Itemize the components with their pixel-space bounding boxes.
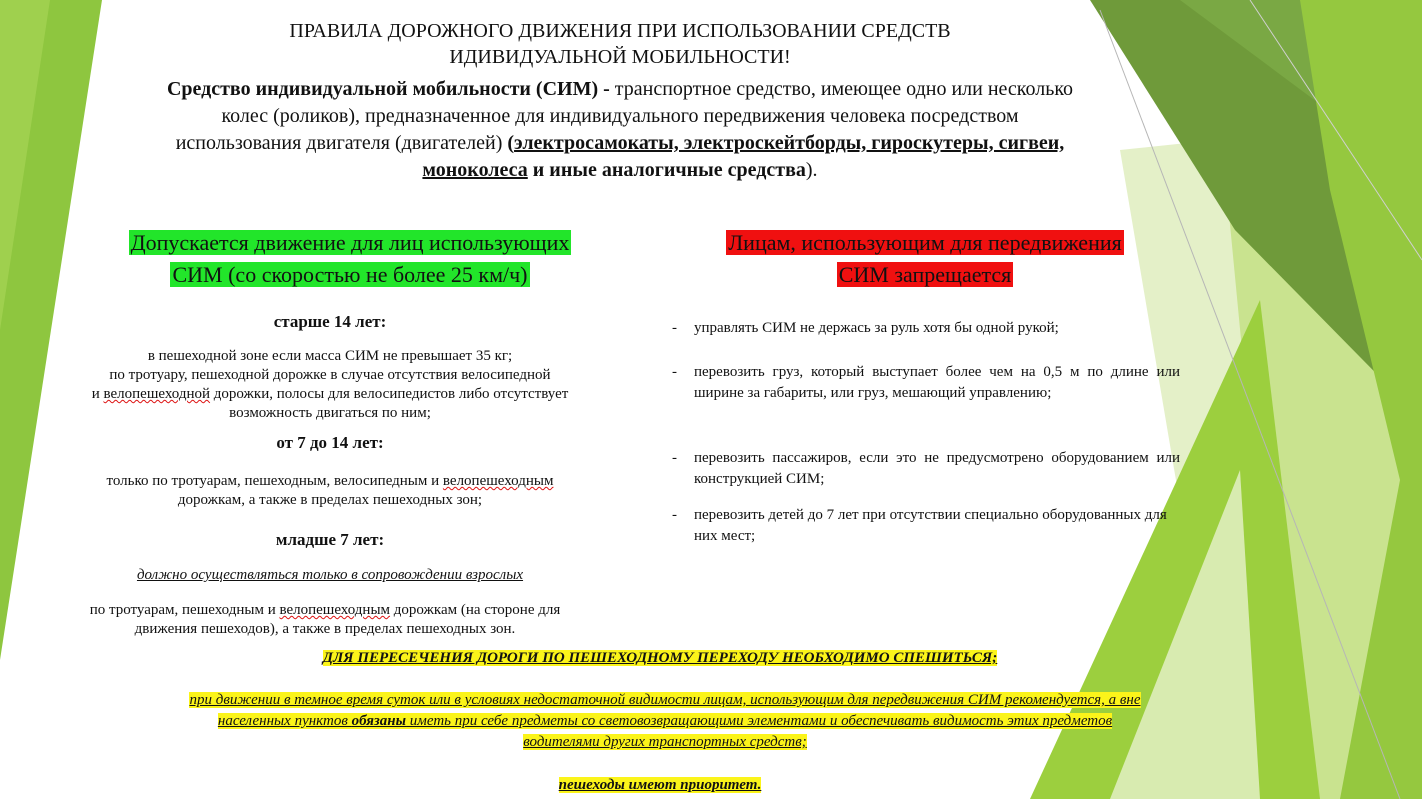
examples-tail: и иные аналогичные средства xyxy=(527,159,806,181)
crossing-notice xyxy=(160,648,1160,669)
rule-under-7 xyxy=(30,601,620,639)
banned-item xyxy=(672,362,1180,404)
visibility-line-3: водителями других транспортных средств; xyxy=(523,734,807,750)
rule-over-14-line-3: и велопешеходной дорожки, полосы для велосипедистов либо отсутствует xyxy=(91,386,569,402)
rule-under-7-line-2: движения пешеходов), а также в пределах пешеходных зон. xyxy=(134,621,516,637)
definition-text: транспортное средство, имеющее одно или несколько колес (роликов), предназначенное для индивидуального передвижения человека посредством использования двигателя (двигателей) xyxy=(175,78,1074,154)
banned-item-dash: - xyxy=(672,507,677,523)
banned-item-text: перевозить пассажиров, если это не предусмотрено оборудованием или конструкцией СИМ; xyxy=(694,450,1180,487)
visibility-notice xyxy=(80,690,1250,753)
visibility-line-2: населенных пунктов обязаны иметь при себе предметы со световозвращающими элементами и обеспечивать видимость этих предметов xyxy=(217,713,1113,729)
age-heading-over-14: старше 14 лет: xyxy=(273,312,387,331)
rule-7-to-14-line-2: дорожкам, а также в пределах пешеходных зон; xyxy=(177,492,483,508)
definition-paragraph xyxy=(160,76,1080,184)
spellcheck-word: велопешеходным xyxy=(279,602,391,618)
banned-item-text: перевозить детей до 7 лет при отсутствии специально оборудованных для них мест; xyxy=(694,507,1167,544)
definition-examples: электросамокаты, электроскейтборды, гироскутеры, сигвеи, моноколеса xyxy=(422,132,1065,181)
priority-notice-text: пешеходы имеют приоритет. xyxy=(558,777,762,793)
allowed-heading-line-1: Допускается движение для лиц использующих xyxy=(130,230,570,255)
title-line-2: ИДИВИДУАЛЬНОЙ МОБИЛЬНОСТИ! xyxy=(449,46,791,68)
crossing-notice-text: ДЛЯ ПЕРЕСЕЧЕНИЯ ДОРОГИ ПО ПЕШЕХОДНОМУ ПЕРЕХОДУ НЕОБХОДИМО СПЕШИТЬСЯ; xyxy=(322,650,998,666)
banned-item-dash: - xyxy=(672,450,677,466)
banned-heading-line-1: Лицам, использующим для передвижения xyxy=(728,230,1122,255)
spellcheck-word: велопешеходной xyxy=(103,386,211,402)
rule-over-14-line-1: в пешеходной зоне если масса СИМ не превышает 35 кг; xyxy=(147,348,513,364)
visibility-line-1: при движении в темное время суток или в условиях недостаточной видимости лицам, использующим для передвижения СИМ рекомендуется, а вне xyxy=(189,692,1141,708)
banned-item xyxy=(672,505,1180,547)
age-heading-under-7: младше 7 лет: xyxy=(275,530,385,549)
banned-item-dash: - xyxy=(672,320,677,336)
banned-item-text: управлять СИМ не держась за руль хотя бы одной рукой; xyxy=(694,320,1059,336)
age-heading-7-to-14: от 7 до 14 лет: xyxy=(276,433,384,452)
definition-term: Средство индивидуальной мобильности (СИМ) - xyxy=(166,78,610,100)
rule-over-14 xyxy=(40,347,620,423)
banned-item xyxy=(672,448,1180,490)
rule-7-to-14-line-1: только по тротуарам, пешеходным, велосипедным и велопешеходным xyxy=(106,473,554,489)
page-title xyxy=(180,18,1060,70)
spellcheck-word: велопешеходным xyxy=(442,473,554,489)
rule-7-to-14 xyxy=(40,472,620,510)
rule-under-7-line-1: по тротуарам, пешеходным и велопешеходным дорожкам (на стороне для xyxy=(89,602,561,618)
banned-item-dash: - xyxy=(672,364,677,380)
rule-under-7-note: должно осуществляться только в сопровождении взрослых xyxy=(136,567,524,583)
title-line-1: ПРАВИЛА ДОРОЖНОГО ДВИЖЕНИЯ ПРИ ИСПОЛЬЗОВАНИИ СРЕДСТВ xyxy=(289,20,951,42)
rule-over-14-line-4: возможность двигаться по ним; xyxy=(229,405,431,421)
examples-close: ). xyxy=(805,159,818,181)
examples-open: ( xyxy=(507,132,515,154)
rule-over-14-line-2: по тротуару, пешеходной дорожке в случае отсутствия велосипедной xyxy=(109,367,551,383)
banned-item xyxy=(672,318,1180,339)
allowed-heading xyxy=(60,227,640,291)
banned-item-text: перевозить груз, который выступает более чем на 0,5 м по длине или ширине за габариты, или груз, мешающий управлению; xyxy=(694,364,1180,401)
banned-heading-line-2: СИМ запрещается xyxy=(838,262,1012,287)
banned-heading xyxy=(665,227,1185,291)
priority-notice xyxy=(160,775,1160,796)
allowed-heading-line-2: СИМ (со скоростью не более 25 км/ч) xyxy=(172,262,528,287)
